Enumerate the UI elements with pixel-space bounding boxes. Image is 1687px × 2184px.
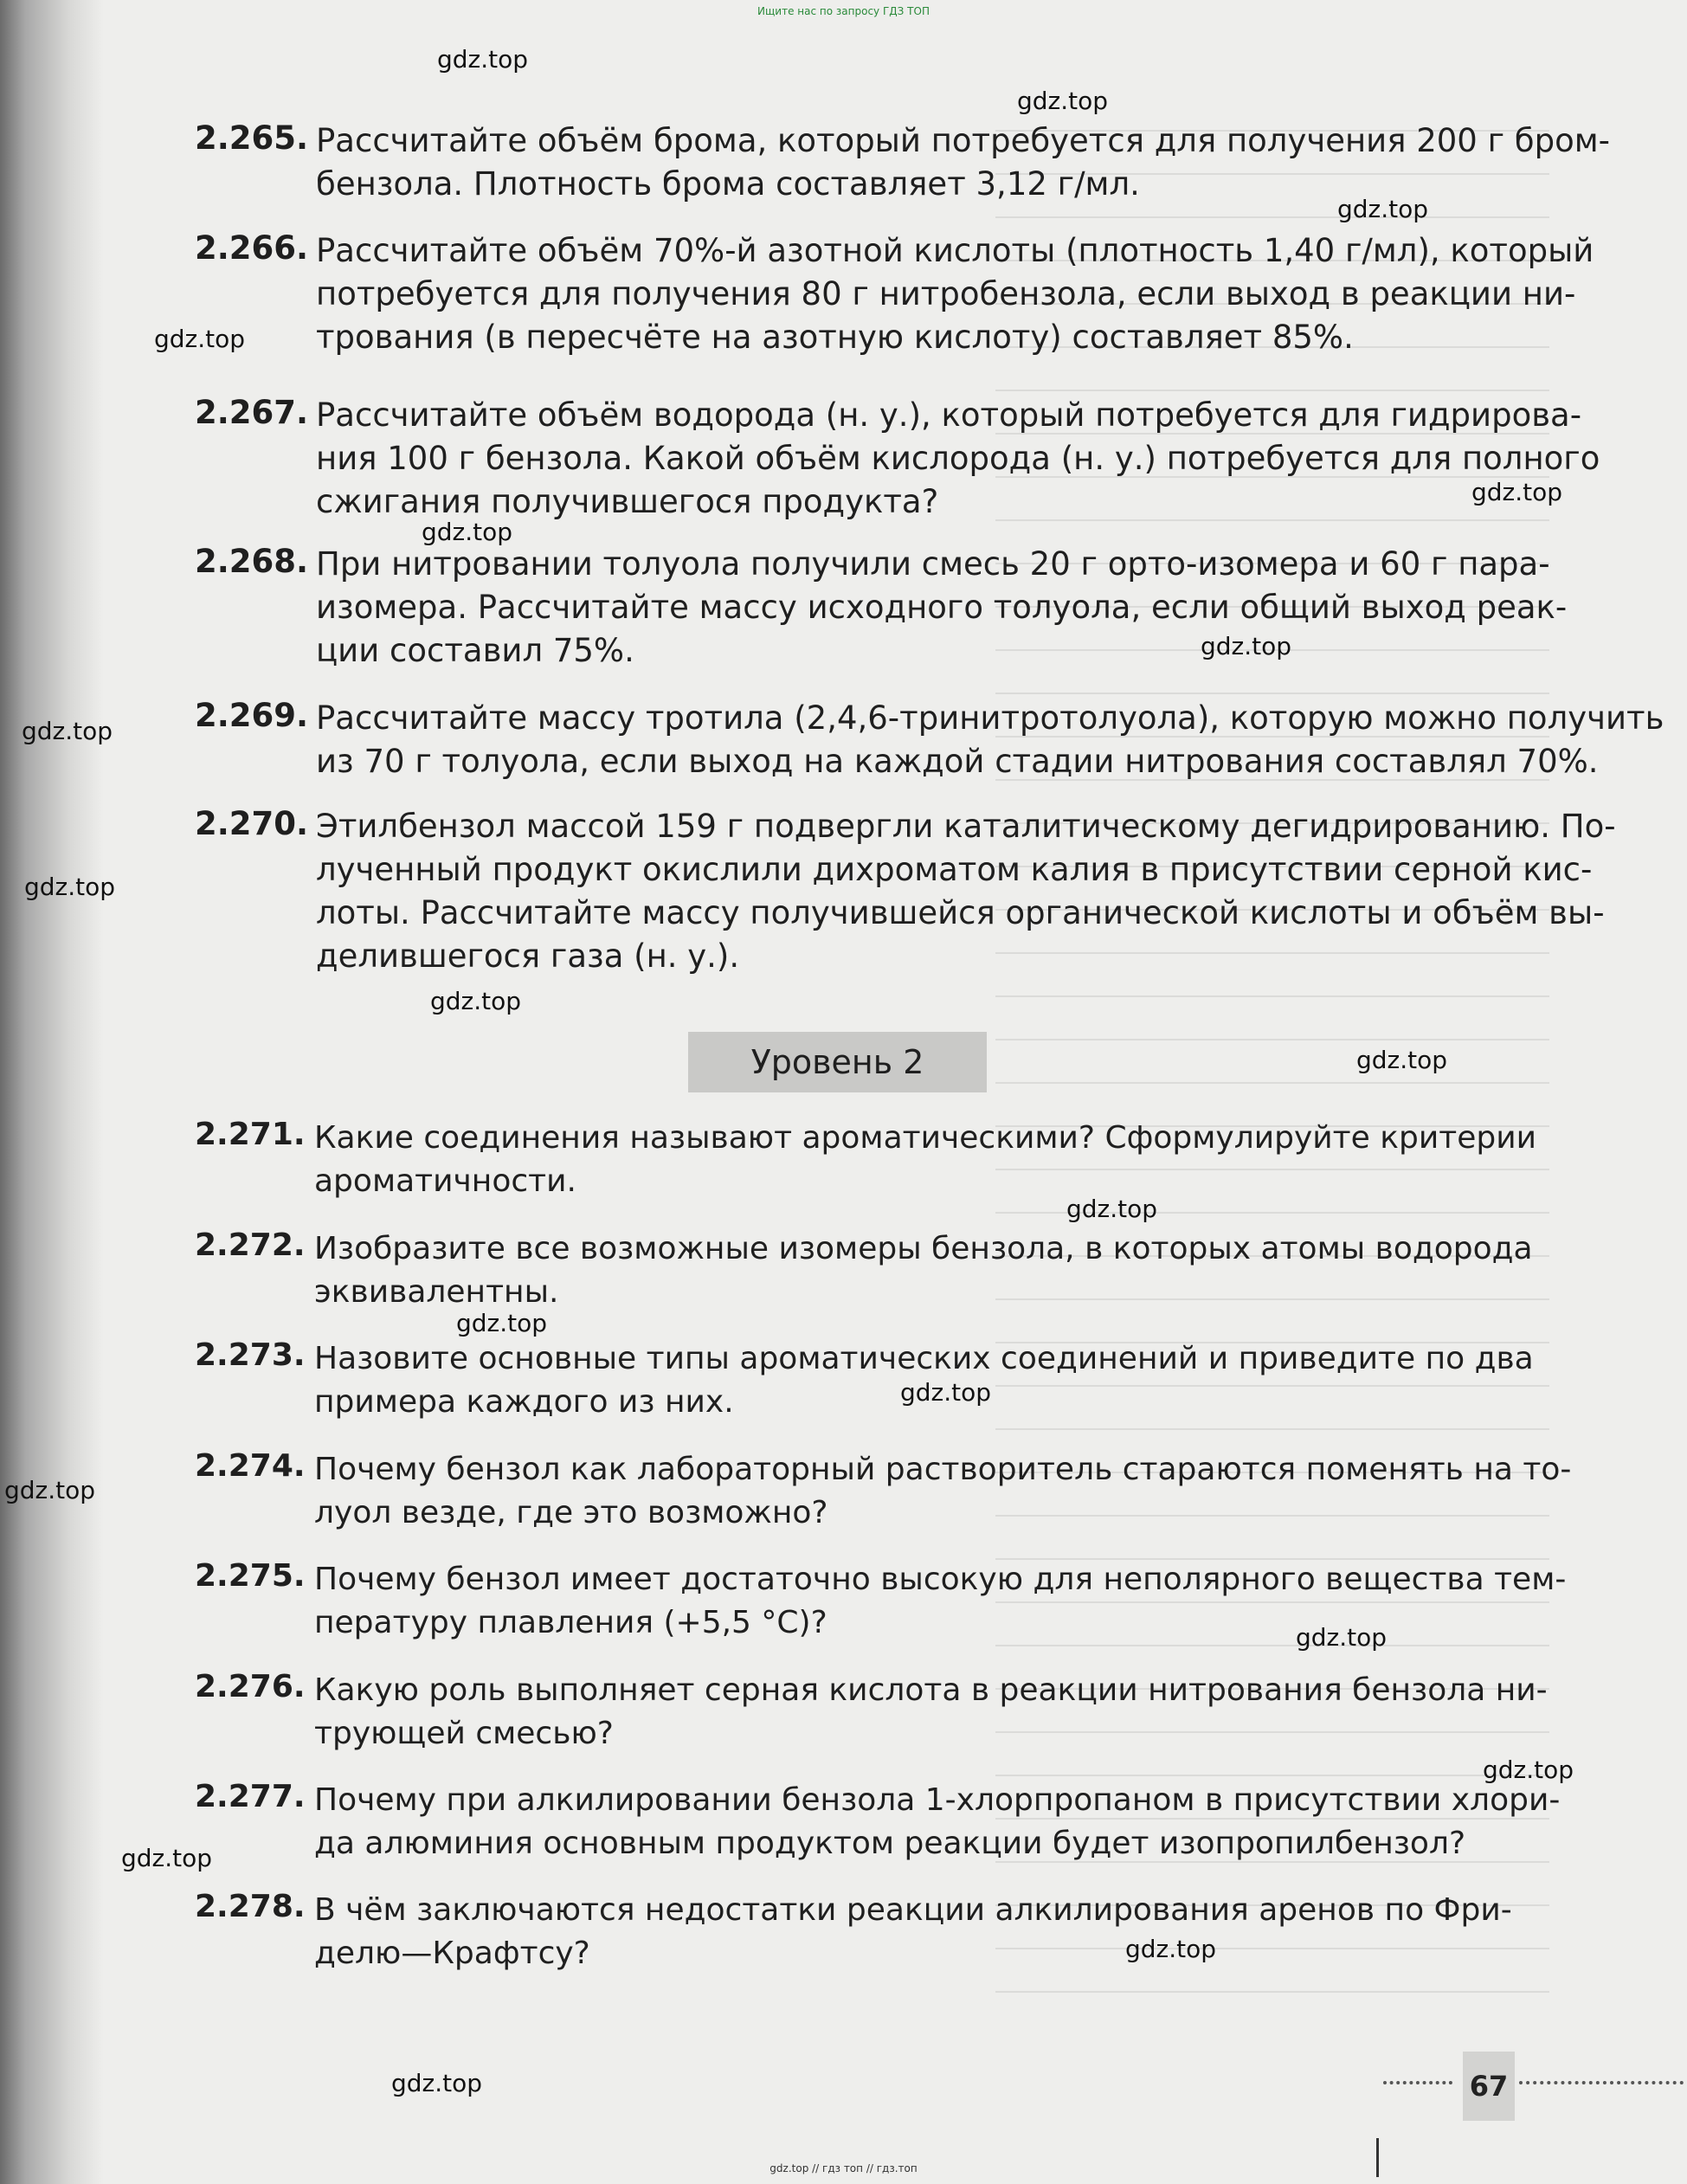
problem-text-line: ния 100 г бензола. Какой объём кислорода (н. у.) потребуется для полного [316,440,1600,477]
watermark: gdz.top [1483,1756,1574,1784]
problem-text-line: примера каждого из них. [314,1384,734,1420]
problem-text-line: В чём заключаются недостатки реакции алкилирования аренов по Фри- [314,1892,1512,1928]
watermark: gdz.top [1337,195,1429,223]
problem-text-line: бензола. Плотность брома составляет 3,12 г/мл. [316,165,1140,203]
watermark: gdz.top [1017,87,1109,115]
problem-text-line: пературу плавления (+5,5 °C)? [314,1605,827,1640]
footer-dots-right [1519,2076,1684,2084]
level-heading: Уровень 2 [688,1032,987,1092]
problem-text-line: эквивалентны. [314,1274,559,1310]
problem-text-line: Рассчитайте массу тротила (2,4,6-тринитротолуола), которую можно получить [316,699,1664,737]
watermark: gdz.top [456,1309,548,1337]
watermark: gdz.top [1125,1935,1217,1963]
problem-text-line: Почему бензол имеет достаточно высокую для неполярного вещества тем- [314,1562,1567,1597]
problem-text-line: трующей смесью? [314,1716,614,1751]
watermark: gdz.top [430,987,522,1015]
watermark: gdz.top [154,325,246,353]
problem-text-line: изомера. Рассчитайте массу исходного толуола, если общий выход реак- [316,589,1568,626]
problem-text-line: луол везде, где это возможно? [314,1495,828,1530]
problem-text-line: Какую роль выполняет серная кислота в реакции нитрования бензола ни- [314,1672,1548,1708]
watermark: gdz.top [1201,632,1292,660]
problem-text-line: Рассчитайте объём 70%-й азотной кислоты (плотность 1,40 г/мл), который [316,232,1594,269]
problem-text-line: ции составил 75%. [316,632,634,669]
problem-text-line: Почему бензол как лабораторный растворитель стараются поменять на то- [314,1452,1572,1487]
problem-text-line: Назовите основные типы ароматических соединений и приведите по два [314,1341,1534,1376]
problem-number: 2.275. [195,1558,306,1594]
watermark: gdz.top [4,1476,96,1504]
watermark: gdz.top [1296,1623,1388,1652]
problem-number: 2.267. [195,394,309,431]
watermark: gdz.top [1066,1195,1158,1223]
problem-number: 2.265. [195,119,309,157]
book-spine-shadow [0,0,104,2184]
problem-number: 2.266. [195,229,309,267]
problem-text-line: При нитровании толуола получили смесь 20 г орто-изомера и 60 г пара- [316,545,1550,583]
watermark: gdz.top [391,2069,483,2097]
problem-number: 2.271. [195,1117,306,1152]
watermark: gdz.top [422,518,513,546]
problem-number: 2.273. [195,1337,306,1373]
problem-text-line: Рассчитайте объём брома, который потребуется для получения 200 г бром- [316,122,1611,159]
problem-text-line: потребуется для получения 80 г нитробензола, если выход в реакции ни- [316,275,1576,312]
problem-text-line: делившегося газа (н. у.). [316,937,740,975]
problem-text-line: Какие соединения называют ароматическими? Сформулируйте критерии [314,1120,1536,1156]
problem-text-line: лоты. Рассчитайте массу получившейся органической кислоты и объём вы- [316,894,1605,931]
problem-number: 2.270. [195,805,309,842]
watermark: gdz.top [900,1378,992,1407]
problem-text-line: сжигания получившегося продукта? [316,483,939,520]
problem-number: 2.269. [195,697,309,734]
problem-number: 2.277. [195,1779,306,1814]
source-note: Ищите нас по запросу ГДЗ ТОП [757,5,930,17]
problem-number: 2.274. [195,1448,306,1484]
problem-number: 2.276. [195,1669,306,1704]
problem-text-line: Рассчитайте объём водорода (н. у.), который потребуется для гидрирова- [316,396,1582,434]
problem-text-line: Этилбензол массой 159 г подвергли каталитическому дегидрированию. По- [316,808,1616,845]
footer-note: gdz.top // гдз топ // гдз.топ [769,2162,918,2174]
problem-number: 2.278. [195,1889,306,1924]
problem-text-line: из 70 г толуола, если выход на каждой стадии нитрования составлял 70%. [316,743,1599,780]
footer-dots-left [1383,2076,1452,2084]
watermark: gdz.top [1356,1046,1448,1074]
watermark: gdz.top [1471,478,1563,506]
problem-text-line: Изобразите все возможные изомеры бензола, в которых атомы водорода [314,1231,1533,1266]
problem-text-line: Почему при алкилировании бензола 1-хлорпропаном в присутствии хлори- [314,1782,1561,1818]
watermark: gdz.top [121,1844,213,1872]
problem-text-line: делю—Крафтсу? [314,1936,590,1971]
page-number: 67 [1463,2052,1515,2121]
problem-text-line: ароматичности. [314,1163,576,1199]
problem-number: 2.272. [195,1227,306,1263]
watermark: gdz.top [24,873,116,901]
watermark: gdz.top [437,45,529,74]
problem-text-line: трования (в пересчёте на азотную кислоту) составляет 85%. [316,319,1354,356]
problem-text-line: лученный продукт окислили дихроматом калия в присутствии серной кис- [316,851,1593,888]
problem-text-line: да алюминия основным продуктом реакции будет изопропилбензол? [314,1826,1466,1861]
problem-number: 2.268. [195,543,309,580]
watermark: gdz.top [22,717,113,745]
